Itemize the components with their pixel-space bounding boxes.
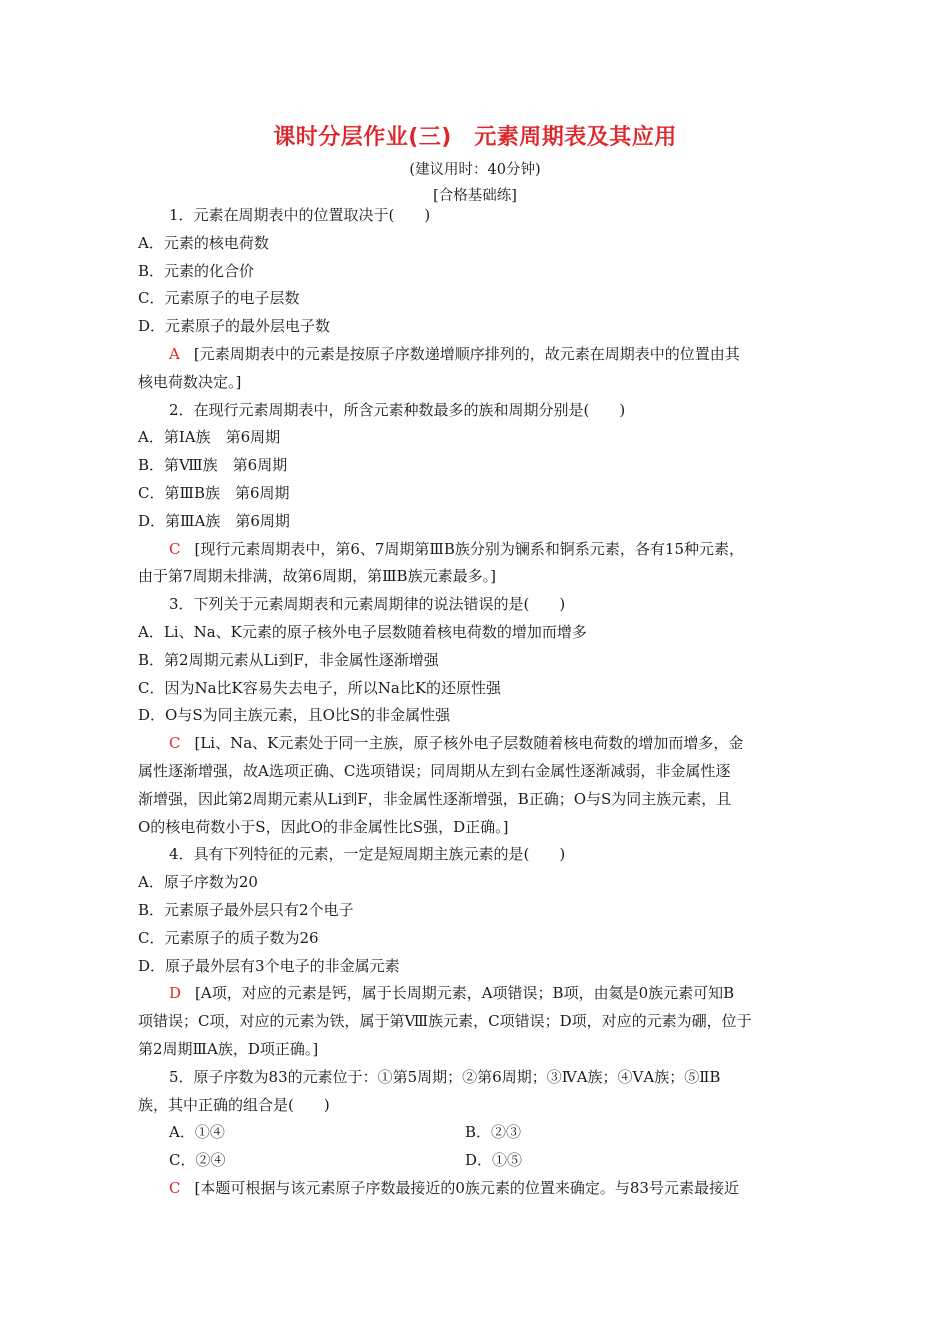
explanation: 项错误；C项，对应的元素为铁，属于第Ⅷ族元素，C项错误；D项，对应的元素为硼，位于 xyxy=(138,1012,752,1031)
question-list xyxy=(138,202,818,1203)
explanation: 第2周期ⅢA族，D项正确。] xyxy=(138,1039,319,1058)
option: B．第Ⅷ族 第6周期 xyxy=(138,456,288,475)
answer-letter: D xyxy=(169,984,182,1003)
option: B．元素原子最外层只有2个电子 xyxy=(138,900,354,919)
option: A．①④ xyxy=(169,1123,225,1142)
option: D．第ⅢA族 第6周期 xyxy=(138,511,290,530)
option: C．元素原子的质子数为26 xyxy=(138,928,319,947)
question-stem: 1．元素在周期表中的位置取决于( ) xyxy=(169,206,431,224)
answer-line xyxy=(138,730,818,758)
option: C．②④ xyxy=(169,1151,226,1170)
answer-line xyxy=(138,341,818,369)
option: B．②③ xyxy=(465,1123,522,1142)
question-stem: 族，其中正确的组合是( ) xyxy=(138,1095,330,1114)
question-stem: 4．具有下列特征的元素，一定是短周期主族元素的是( ) xyxy=(169,845,566,864)
option: D．原子最外层有3个电子的非金属元素 xyxy=(138,956,400,975)
option: A．第ⅠA族 第6周期 xyxy=(138,428,281,447)
answer-letter: A xyxy=(169,344,180,363)
option: C．因为Na比K容易失去电子，所以Na比K的还原性强 xyxy=(138,678,502,697)
answer-line xyxy=(138,536,818,564)
explanation: [本题可根据与该元素原子序数最接近的0族元素的位置来确定。与83号元素最接近 xyxy=(194,1178,739,1197)
suggested-time: (建议用时：40分钟) xyxy=(409,162,541,178)
answer-line xyxy=(138,1175,818,1203)
explanation: O的核电荷数小于S，因此O的非金属性比S强，D正确。] xyxy=(138,817,509,836)
page-title: 课时分层作业(三) 元素周期表及其应用 xyxy=(273,125,677,150)
question-stem: 5．原子序数为83的元素位于：①第5周期；②第6周期；③ⅣA族；④ⅤA族；⑤ⅡB xyxy=(169,1067,721,1086)
option: D．①⑤ xyxy=(465,1151,523,1170)
explanation: [A项，对应的元素是钙，属于长周期元素，A项错误；B项，由氦是0族元素可知B xyxy=(195,984,735,1003)
option: B．第2周期元素从Li到F，非金属性逐渐增强 xyxy=(138,650,439,669)
answer-letter: C xyxy=(169,734,181,753)
option-row xyxy=(138,1119,818,1147)
explanation: [现行元素周期表中，第6、7周期第ⅢB族分别为镧系和锕系元素，各有15种元素， xyxy=(194,539,745,558)
explanation: 属性逐渐增强，故A选项正确、C选项错误；同周期从左到右金属性逐渐减弱，非金属性逐 xyxy=(138,761,731,780)
option: A．Li、Na、K元素的原子核外电子层数随着核电荷数的增加而增多 xyxy=(138,622,587,641)
explanation: [元素周期表中的元素是按原子序数递增顺序排列的，故元素在周期表中的位置由其 xyxy=(193,344,740,363)
answer-letter: C xyxy=(169,539,181,558)
answer-letter: C xyxy=(169,1178,181,1197)
option: B．元素的化合价 xyxy=(138,261,255,280)
option: C．元素原子的电子层数 xyxy=(138,289,300,308)
question-stem: 3．下列关于元素周期表和元素周期律的说法错误的是( ) xyxy=(169,595,566,614)
option: A．原子序数为20 xyxy=(138,873,258,892)
explanation: [Li、Na、K元素处于同一主族，原子核外电子层数随着核电荷数的增加而增多，金 xyxy=(194,734,744,753)
explanation: 渐增强，因此第2周期元素从Li到F，非金属性逐渐增强，B正确；O与S为同主族元素，且 xyxy=(138,789,732,808)
explanation: 由于第7周期未排满，故第6周期，第ⅢB族元素最多。] xyxy=(138,567,496,586)
option: C．第ⅢB族 第6周期 xyxy=(138,483,290,502)
answer-line xyxy=(138,980,818,1008)
explanation: 核电荷数决定。] xyxy=(138,372,242,391)
option: D．O与S为同主族元素，且O比S的非金属性强 xyxy=(138,706,451,725)
option: D．元素原子的最外层电子数 xyxy=(138,317,331,336)
section-label: [合格基础练] xyxy=(433,188,517,204)
option: A．元素的核电荷数 xyxy=(138,233,269,252)
option-row xyxy=(138,1147,818,1175)
question-stem: 2．在现行元素周期表中，所含元素种数最多的族和周期分别是( ) xyxy=(169,400,626,419)
